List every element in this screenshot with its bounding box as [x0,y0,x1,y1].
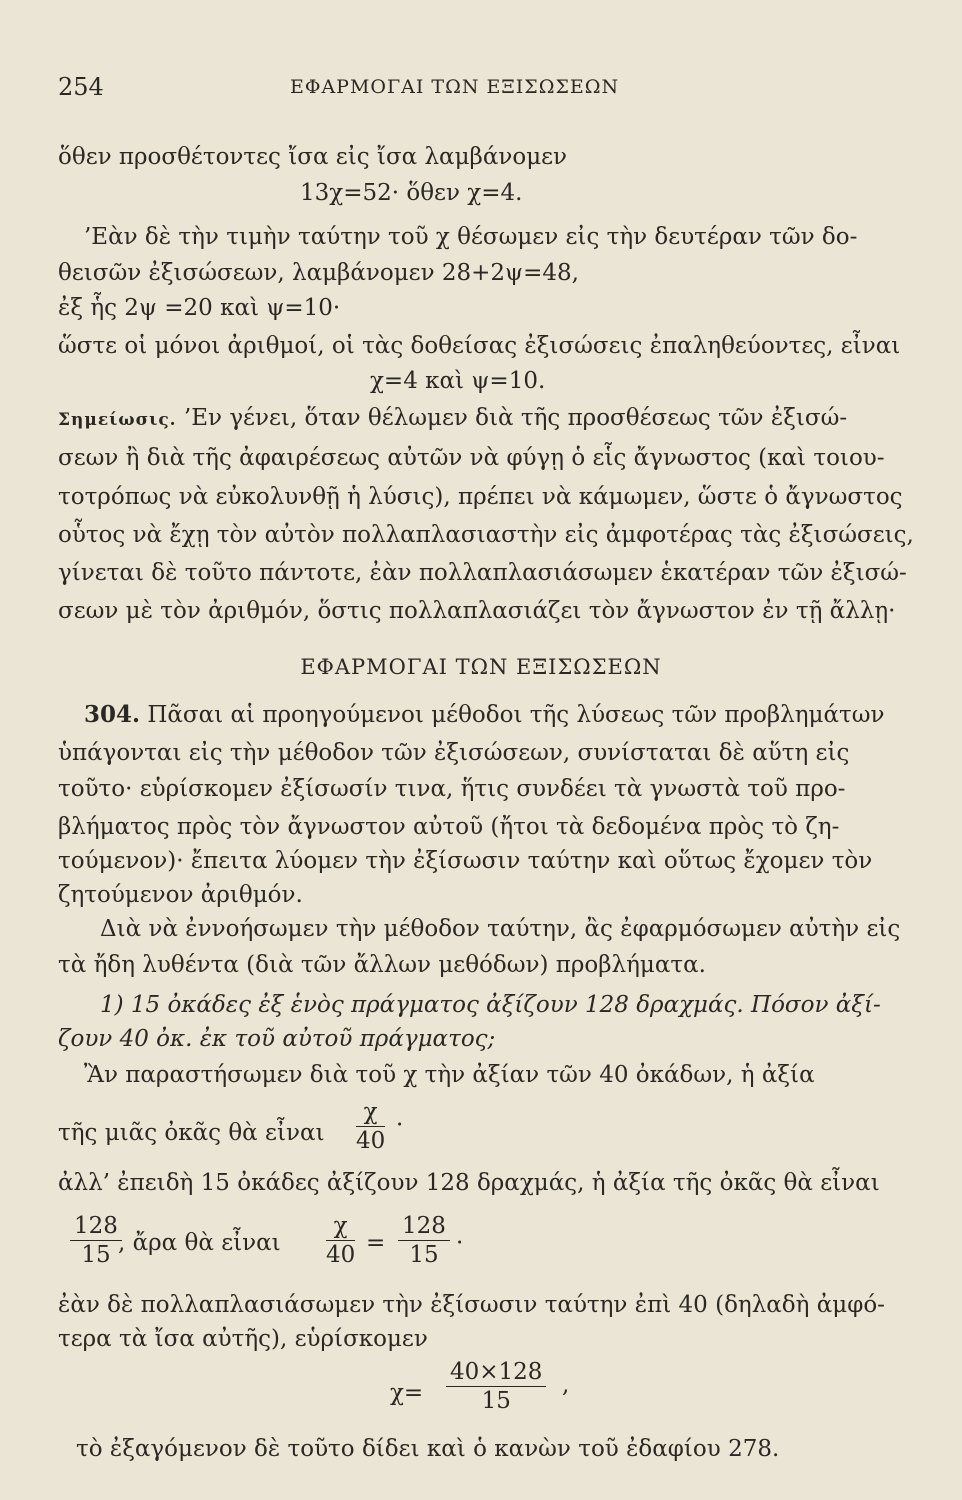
text-line: θεισῶν ἐξισώσεων, λαμβάνομεν 28+2ψ=48, [58,260,579,286]
note-label: Σημείωσις. [58,410,177,430]
punctuation: · [456,1230,464,1256]
fraction-numerator: 128 [398,1212,450,1241]
text-line: Διὰ νὰ ἐννοήσωμεν τὴν μέθοδον ταύτην, ἂς ἐφαρμόσωμεν αὐτὴν εἰς [100,916,901,942]
text-line: , ἄρα θὰ εἶναι [118,1230,281,1256]
text-line: ἐξ ἧς 2ψ =20 καὶ ψ=10· [58,295,341,321]
problem-statement: 1) 15 ὀκάδες ἐξ ἑνὸς πράγματος ἀξίζουν 128 δραχμάς. Πόσον ἀξί- [100,992,881,1018]
text-line: γίνεται δὲ τοῦτο πάντοτε, ἐὰν πολλαπλασιάσωμεν ἑκατέραν τῶν ἐξισώ- [58,560,907,586]
text-line: τὰ ἤδη λυθέντα (διὰ τῶν ἄλλων μεθόδων) προβλήματα. [58,952,706,978]
fraction-numerator: 40×128 [446,1358,546,1387]
text-line: τούμενον)· ἔπειτα λύομεν τὴν ἐξίσωσιν ταύτην καὶ οὕτως ἔχομεν τὸν [58,848,873,874]
fraction-denominator: 40 [356,1128,386,1154]
page-number: 254 [58,73,104,101]
running-title: ΕΦΑΡΜΟΓΑΙ ΤΩΝ ΕΞΙΣΩΣΕΩΝ [290,76,620,98]
fraction-numerator: χ [356,1098,385,1127]
punctuation: , [562,1372,570,1398]
paragraph-304-line [84,700,884,730]
text-line: ζητούμενον ἀριθμόν. [58,882,303,908]
fraction-numerator: χ [326,1212,355,1241]
text-line: τοτρόπως νὰ εὐκολυνθῇ ἡ λύσις), πρέπει νὰ κάμωμεν, ὥστε ὁ ἄγνωστος [58,484,903,510]
equation-line: χ=4 καὶ ψ=10. [370,368,546,394]
text-line: τὸ ἐξαγόμενον δὲ τοῦτο δίδει καὶ ὁ κανὼν τοῦ ἐδαφίου 278. [76,1436,780,1462]
fraction-denominator: 15 [409,1242,439,1268]
text-line: ὑπάγονται εἰς τὴν μέθοδον τῶν ἐξισώσεων, συνίσταται δὲ αὕτη εἰς [58,740,850,766]
equation-line: 13χ=52· ὅθεν χ=4. [300,180,523,206]
fraction [398,1212,450,1269]
text-line: τερα τὰ ἴσα αὐτῆς), εὑρίσκομεν [58,1326,428,1352]
fraction [446,1358,546,1415]
problem-statement: ζουν 40 ὀκ. ἐκ τοῦ αὐτοῦ πράγματος; [58,1026,496,1052]
equation-lhs: χ= [390,1380,424,1406]
paragraph-text: Πᾶσαι αἱ προηγούμενοι μέθοδοι τῆς λύσεως τῶν προβλημάτων [147,702,885,728]
text-line: ὥστε οἱ μόνοι ἀριθμοί, οἱ τὰς δοθείσας ἐξισώσεις ἐπαληθεύοντες, εἶναι [58,333,901,359]
fraction-denominator: 40 [326,1242,356,1268]
text-line: ’Εὰν δὲ τὴν τιμὴν ταύτην τοῦ χ θέσωμεν εἰς τὴν δευτέραν τῶν δο- [84,224,858,250]
section-title: ΕΦΑΡΜΟΓΑΙ ΤΩΝ ΕΞΙΣΩΣΕΩΝ [300,655,662,679]
text-line: ἐὰν δὲ πολλαπλασιάσωμεν τὴν ἐξίσωσιν ταύτην ἐπὶ 40 (δηλαδὴ ἀμφό- [58,1292,885,1318]
text-line: σεων ἢ διὰ τῆς ἀφαιρέσεως αὐτῶν νὰ φύγῃ ὁ εἷς ἄγνωστος (καὶ τοιου- [58,445,885,471]
text-line: ὅθεν προσθέτοντες ἴσα εἰς ἴσα λαμβάνομεν [58,144,568,170]
text-line: ἀλλ’ ἐπειδὴ 15 ὀκάδες ἀξίζουν 128 δραχμάς, ἡ ἀξία τῆς ὀκᾶς θὰ εἶναι [58,1170,880,1196]
punctuation: · [396,1112,404,1138]
fraction-denominator: 15 [81,1242,111,1268]
fraction [70,1212,122,1269]
text-line: τοῦτο· εὑρίσκομεν ἐξίσωσίν τινα, ἥτις συνδέει τὰ γνωστὰ τοῦ προ- [58,776,846,802]
text-line: σεων μὲ τὸν ἀριθμόν, ὅστις πολλαπλασιάζει τὸν ἄγνωστον ἐν τῇ ἄλλῃ· [58,598,896,624]
text-line: βλήματος πρὸς τὸν ἄγνωστον αὐτοῦ (ἤτοι τὰ δεδομένα πρὸς τὸ ζη- [58,814,840,840]
note-text: ’Εν γένει, ὅταν θέλωμεν διὰ τῆς προσθέσεως τῶν ἐξισώ- [183,405,848,431]
fraction [356,1098,385,1155]
text-line: οὗτος νὰ ἔχῃ τὸν αὐτὸν πολλαπλασιαστὴν εἰς ἀμφοτέρας τὰς ἐξισώσεις, [58,522,914,548]
fraction [326,1212,355,1269]
section-number: 304. [84,701,141,728]
text-line: Ἂν παραστήσωμεν διὰ τοῦ χ τὴν ἀξίαν τῶν 40 ὀκάδων, ἡ ἀξία [84,1062,815,1088]
fraction-numerator: 128 [70,1212,122,1241]
fraction-denominator: 15 [481,1388,511,1414]
text-line: τῆς μιᾶς ὀκᾶς θὰ εἶναι [58,1120,325,1146]
equals-sign: = [366,1230,386,1256]
note-line [58,403,847,435]
